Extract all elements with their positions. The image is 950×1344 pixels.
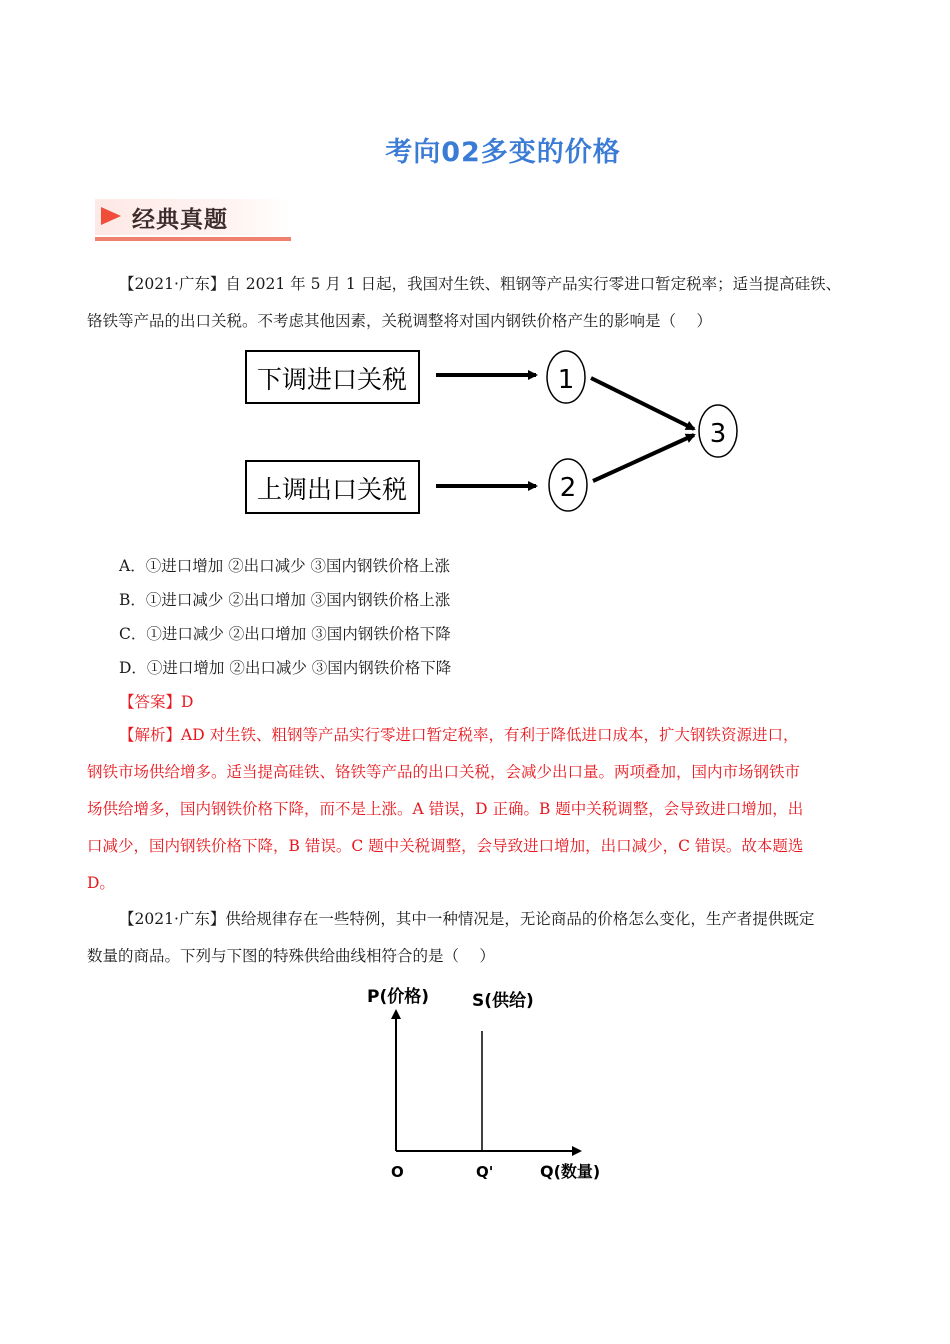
arrow-1-to-3 bbox=[591, 378, 694, 429]
arrow-icon bbox=[101, 207, 121, 225]
box-raise-export-tariff-label: 上调出口关税 bbox=[256, 475, 408, 504]
analysis bbox=[87, 717, 867, 902]
supply-curve-label: S(供给) bbox=[472, 991, 534, 1011]
question-2-stem-line1: 【2021·广东】供给规律存在一些特例，其中一种情况是，无论商品的价格怎么变化，生产者提供既定 bbox=[119, 910, 815, 928]
box-lower-import-tariff-label: 下调进口关税 bbox=[256, 365, 408, 394]
banner-underline bbox=[95, 237, 291, 241]
analysis-line: 口减少，国内钢铁价格下降，B 错误。C 题中关税调整，会导致进口增加，出口减少，C 错误。故本题选 bbox=[87, 837, 804, 855]
supply-curve-graph bbox=[355, 985, 625, 1190]
page-title: 考向02多变的价格 bbox=[385, 137, 621, 168]
analysis-line: 场供给增多，国内钢铁价格下降，而不是上涨。A 错误，D 正确。B 题中关税调整，会导致进口增加，出 bbox=[87, 800, 804, 818]
origin-label: O bbox=[391, 1163, 404, 1181]
x-axis-label: Q(数量) bbox=[540, 1162, 601, 1181]
question-1-stem-line1: 【2021·广东】自 2021 年 5 月 1 日起，我国对生铁、粗钢等产品实行零进口暂定税率；适当提高硅铁、 bbox=[119, 275, 842, 293]
node-1-label: 1 bbox=[557, 365, 575, 395]
analysis-line: D。 bbox=[87, 874, 115, 892]
question-1-stem bbox=[87, 266, 867, 340]
option-d: D．①进口增加 ②出口减少 ③国内钢铁价格下降 bbox=[119, 659, 452, 677]
arrow-2-to-3 bbox=[593, 435, 694, 481]
option-a: A．①进口增加 ②出口减少 ③国内钢铁价格上涨 bbox=[119, 557, 451, 575]
question-2-stem bbox=[87, 901, 867, 975]
option-c: C．①进口减少 ②出口增加 ③国内钢铁价格下降 bbox=[119, 625, 451, 643]
option-b: B．①进口减少 ②出口增加 ③国内钢铁价格上涨 bbox=[119, 591, 451, 609]
analysis-line: 【解析】AD 对生铁、粗钢等产品实行零进口暂定税率，有利于降低进口成本，扩大钢铁资源进口， bbox=[119, 726, 799, 744]
y-axis-label: P(价格) bbox=[367, 987, 429, 1007]
answer: 【答案】D bbox=[119, 693, 194, 711]
section-banner bbox=[95, 199, 291, 243]
tariff-diagram bbox=[240, 345, 750, 520]
question-1-stem-line2: 铬铁等产品的出口关税。不考虑其他因素，关税调整将对国内钢铁价格产生的影响是（ ） bbox=[87, 312, 712, 330]
node-2-label: 2 bbox=[559, 473, 577, 503]
question-2-stem-line2: 数量的商品。下列与下图的特殊供给曲线相符合的是（ ） bbox=[87, 947, 495, 965]
node-3-label: 3 bbox=[709, 419, 727, 449]
section-title: 经典真题 bbox=[132, 207, 228, 233]
q-prime-label: Q' bbox=[476, 1163, 494, 1181]
analysis-line: 钢铁市场供给增多。适当提高硅铁、铬铁等产品的出口关税，会减少出口量。两项叠加，国内市场钢铁市 bbox=[87, 763, 801, 781]
